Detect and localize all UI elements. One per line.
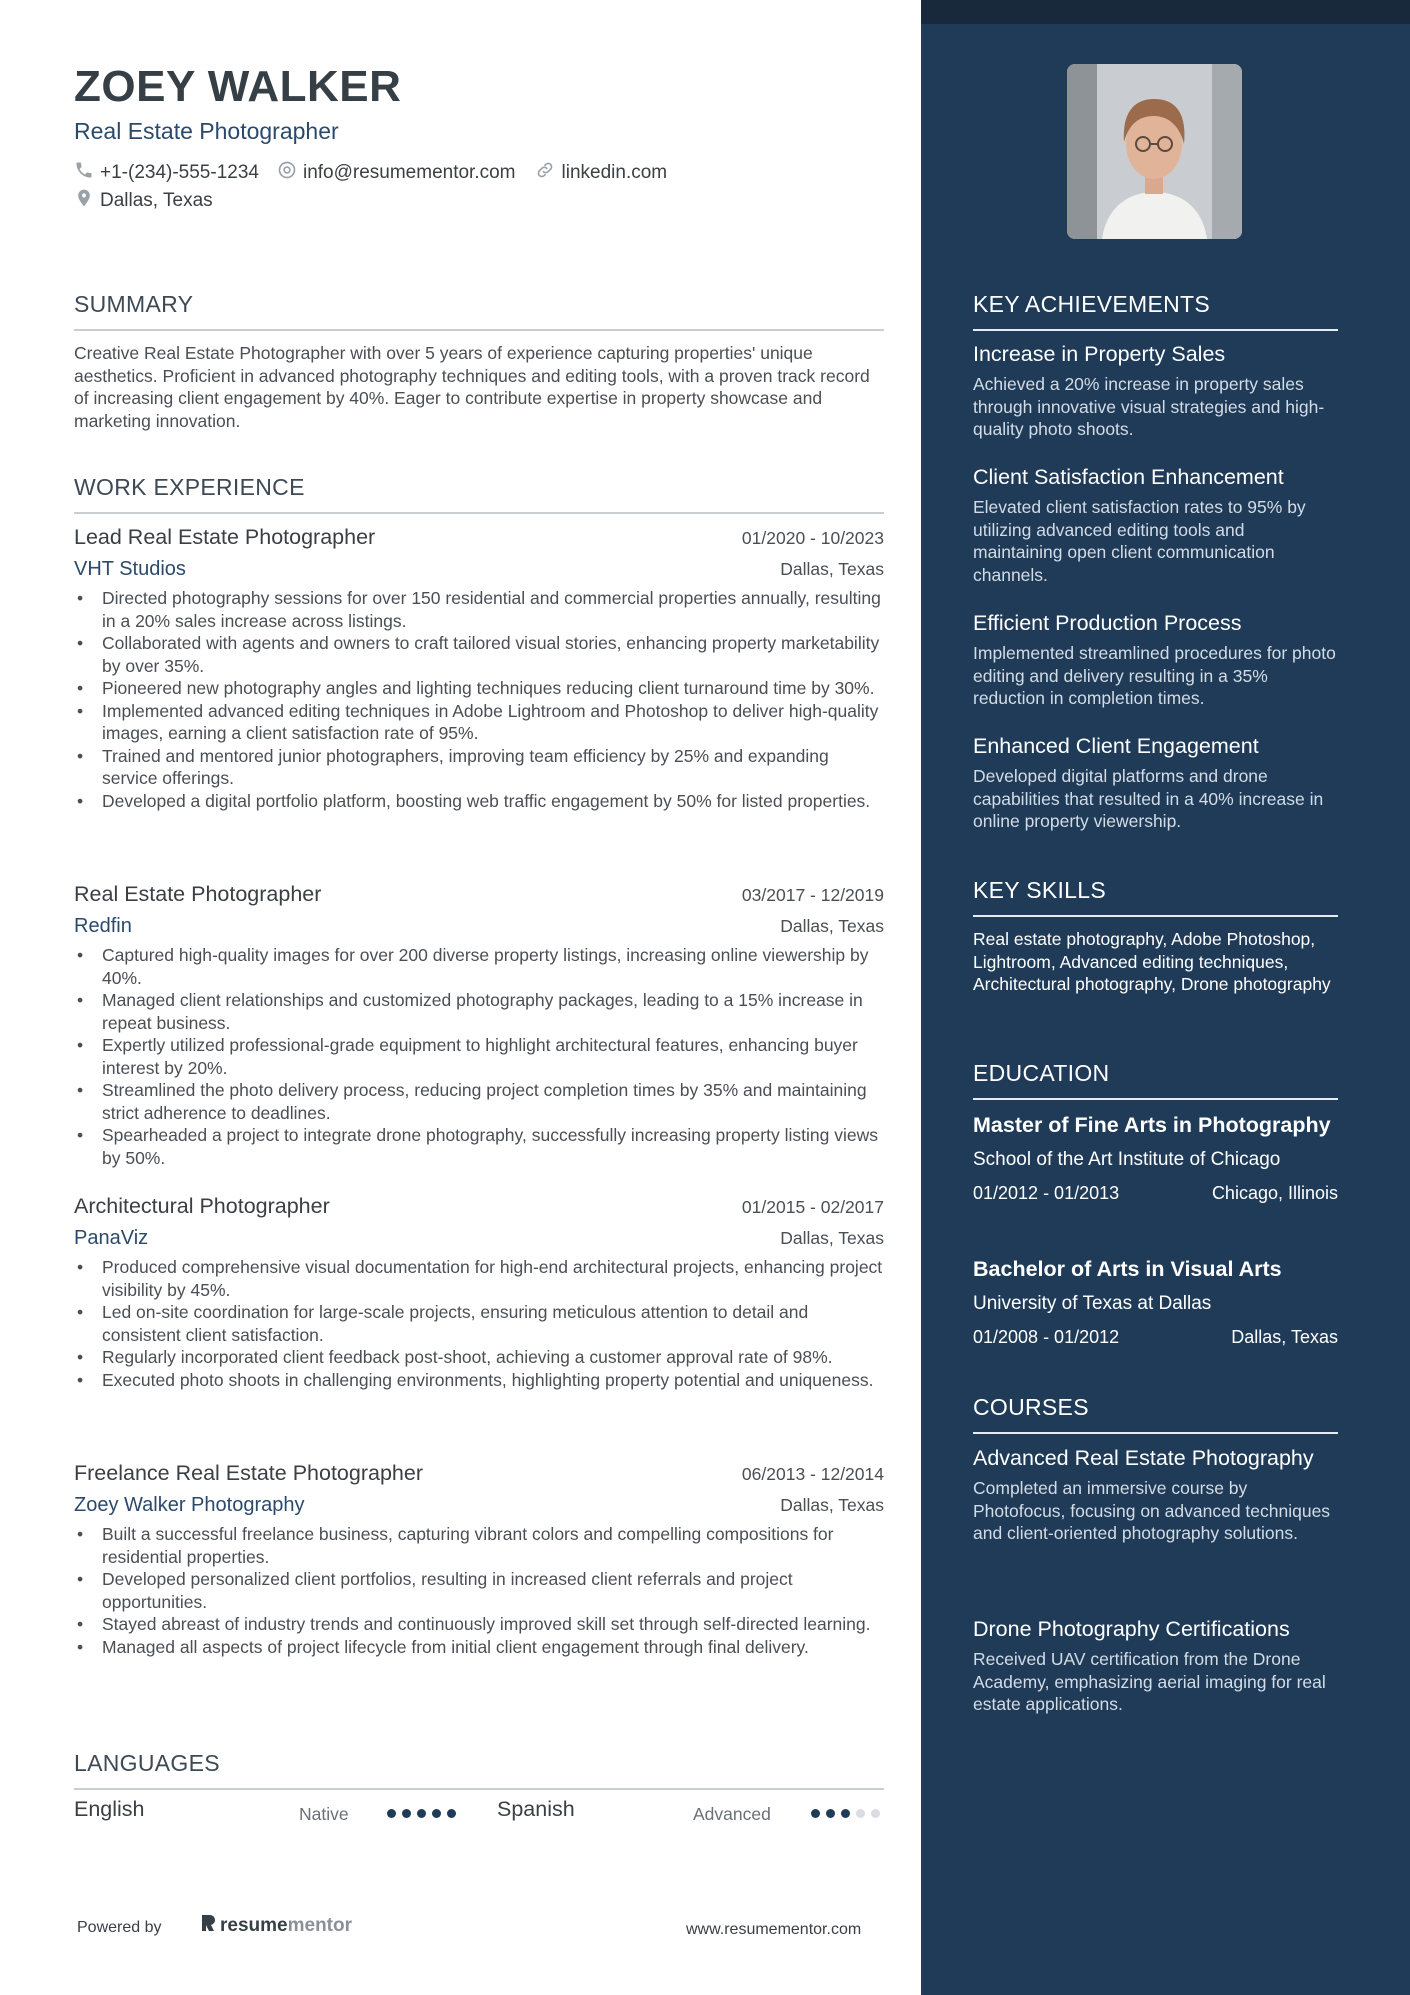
language-rating bbox=[811, 1809, 886, 1818]
achievement-text: Implemented streamlined procedures for photo editing and delivery resulting in a 35% reduction in completion times. bbox=[973, 643, 1336, 708]
language-rating bbox=[387, 1809, 462, 1818]
rating-dot-filled bbox=[387, 1809, 396, 1818]
education-dates: 01/2012 - 01/2013 bbox=[973, 1183, 1120, 1203]
education-item bbox=[973, 1255, 1338, 1348]
course-item bbox=[973, 1615, 1338, 1716]
location-contact bbox=[74, 188, 213, 214]
job-company: PanaViz bbox=[74, 1227, 149, 1249]
job-bullet: • Led on-site coordination for large-scale projects, ensuring meticulous attention to detail and consistent client satisfaction. bbox=[74, 1301, 884, 1346]
powered-by-label: Powered by bbox=[77, 1919, 162, 1936]
job-bullet: • Stayed abreast of industry trends and continuously improved skill set through self-directed learning. bbox=[74, 1613, 884, 1636]
experience-divider bbox=[74, 512, 884, 514]
job-bullet: • Produced comprehensive visual documentation for high-end architectural projects, enhancing project visibility by 45%. bbox=[74, 1256, 884, 1301]
job-bullet: • Developed a digital portfolio platform, boosting web traffic engagement by 50% for listed properties. bbox=[74, 790, 884, 813]
profile-photo bbox=[1067, 64, 1242, 239]
job-bullet: • Spearheaded a project to integrate drone photography, successfully increasing property listing views by 50%. bbox=[74, 1124, 884, 1169]
language-level: Native bbox=[299, 1804, 349, 1824]
location-pin-icon bbox=[74, 188, 100, 214]
job-dates: 06/2013 - 12/2014 bbox=[741, 1464, 884, 1484]
location-row bbox=[74, 188, 231, 214]
job-dates: 03/2017 - 12/2019 bbox=[741, 885, 884, 905]
phone-icon bbox=[74, 160, 100, 186]
education-item bbox=[973, 1111, 1338, 1204]
courses-heading: COURSES bbox=[973, 1394, 1089, 1420]
job-entry bbox=[74, 1194, 884, 1391]
course-text: Received UAV certification from the Drone Academy, emphasizing aerial imaging for real estate applications. bbox=[973, 1649, 1326, 1714]
job-bullets bbox=[74, 587, 884, 812]
language-item bbox=[497, 1797, 575, 1822]
job-dates: 01/2020 - 10/2023 bbox=[741, 528, 884, 548]
job-location: Dallas, Texas bbox=[780, 559, 884, 579]
summary-heading: SUMMARY bbox=[74, 291, 194, 317]
education-dates: 01/2008 - 01/2012 bbox=[973, 1327, 1120, 1347]
language-name: English bbox=[74, 1797, 145, 1821]
achievement-item bbox=[973, 732, 1338, 833]
job-bullet: • Pioneered new photography angles and lighting techniques reducing client turnaround time by 30%. bbox=[74, 677, 884, 700]
achievement-title: Increase in Property Sales bbox=[973, 342, 1226, 366]
logo-text-resume: resume bbox=[220, 1915, 288, 1936]
job-bullet: • Managed all aspects of project lifecycle from initial client engagement through final delivery. bbox=[74, 1636, 884, 1659]
education-school: School of the Art Institute of Chicago bbox=[973, 1149, 1281, 1170]
courses-divider bbox=[973, 1432, 1338, 1434]
skills-text: Real estate photography, Adobe Photoshop, Lightroom, Advanced editing techniques, Architectural photography, Drone photography bbox=[973, 929, 1331, 994]
linkedin-text: linkedin.com bbox=[561, 162, 668, 183]
rating-dot-empty bbox=[856, 1809, 865, 1818]
achievement-text: Achieved a 20% increase in property sales through innovative visual strategies and high-quality photo shoots. bbox=[973, 374, 1325, 439]
achievement-item bbox=[973, 463, 1338, 586]
education-degree: Master of Fine Arts in Photography bbox=[973, 1113, 1331, 1137]
job-bullet: • Developed personalized client portfolios, resulting in increased client referrals and project opportunities. bbox=[74, 1568, 884, 1613]
job-bullet: • Directed photography sessions for over 150 residential and commercial properties annually, resulting in a 20% sales increase across listings. bbox=[74, 587, 884, 632]
job-bullet: • Captured high-quality images for over 200 diverse property listings, increasing online viewership by 40%. bbox=[74, 944, 884, 989]
summary-divider bbox=[74, 329, 884, 331]
email-text: info@resumementor.com bbox=[302, 162, 516, 183]
logo-mark-icon bbox=[200, 1913, 216, 1939]
link-icon bbox=[534, 160, 562, 186]
job-bullet: • Trained and mentored junior photographers, improving team efficiency by 25% and expanding service offerings. bbox=[74, 745, 884, 790]
job-bullets bbox=[74, 1256, 884, 1391]
rating-dot-filled bbox=[402, 1809, 411, 1818]
achievement-text: Developed digital platforms and drone capabilities that resulted in a 40% increase in online property viewership. bbox=[973, 766, 1324, 831]
achievement-text: Elevated client satisfaction rates to 95% by utilizing advanced editing tools and maintaining open client communication channels. bbox=[973, 497, 1306, 585]
job-bullet: • Managed client relationships and customized photography packages, leading to a 15% increase in repeat business. bbox=[74, 989, 884, 1034]
job-bullet: • Expertly utilized professional-grade equipment to highlight architectural features, enhancing buyer interest by 20%. bbox=[74, 1034, 884, 1079]
job-bullet: • Executed photo shoots in challenging environments, highlighting property potential and uniqueness. bbox=[74, 1369, 884, 1392]
job-entry bbox=[74, 525, 884, 812]
skills-divider bbox=[973, 915, 1338, 917]
achievement-title: Efficient Production Process bbox=[973, 611, 1242, 635]
achievements-divider bbox=[973, 329, 1338, 331]
location-text: Dallas, Texas bbox=[100, 190, 213, 211]
at-icon bbox=[277, 160, 303, 186]
course-item bbox=[973, 1444, 1338, 1545]
phone-text: +1-(234)-555-1234 bbox=[100, 162, 259, 183]
job-bullet: • Collaborated with agents and owners to craft tailored visual stories, enhancing property marketability by over 35%. bbox=[74, 632, 884, 677]
achievements-heading: KEY ACHIEVEMENTS bbox=[973, 291, 1211, 317]
resumementor-logo[interactable] bbox=[200, 1913, 352, 1939]
language-level: Advanced bbox=[693, 1804, 771, 1824]
rating-dot-filled bbox=[811, 1809, 820, 1818]
job-company: Zoey Walker Photography bbox=[74, 1494, 305, 1516]
job-bullet: • Regularly incorporated client feedback post-shoot, achieving a customer approval rate of 98%. bbox=[74, 1346, 884, 1369]
contact-row bbox=[74, 160, 685, 186]
candidate-name: ZOEY WALKER bbox=[74, 62, 402, 111]
course-text: Completed an immersive course by Photofocus, focusing on advanced techniques and client-oriented photography solutions. bbox=[973, 1478, 1331, 1543]
course-title: Drone Photography Certifications bbox=[973, 1617, 1290, 1641]
achievement-title: Enhanced Client Engagement bbox=[973, 734, 1259, 758]
job-title: Real Estate Photographer bbox=[74, 882, 322, 906]
job-company: Redfin bbox=[74, 915, 132, 937]
candidate-role: Real Estate Photographer bbox=[74, 118, 339, 144]
achievement-item bbox=[973, 609, 1338, 710]
sidebar-top-band bbox=[921, 0, 1410, 24]
rating-dot-filled bbox=[826, 1809, 835, 1818]
language-item bbox=[74, 1797, 145, 1822]
education-heading: EDUCATION bbox=[973, 1060, 1110, 1086]
job-bullet: • Implemented advanced editing techniques in Adobe Lightroom and Photoshop to deliver high-quality images, earning a client satisfaction rate of 95%. bbox=[74, 700, 884, 745]
education-degree: Bachelor of Arts in Visual Arts bbox=[973, 1257, 1282, 1281]
footer-website-link[interactable]: www.resumementor.com bbox=[686, 1921, 862, 1938]
logo-text-mentor: mentor bbox=[287, 1915, 353, 1936]
job-location: Dallas, Texas bbox=[780, 1228, 884, 1248]
job-title: Lead Real Estate Photographer bbox=[74, 525, 376, 549]
summary-text: Creative Real Estate Photographer with over 5 years of experience capturing properties' unique aesthetics. Proficient in advanced photography techniques and editing tools, with a proven track record of increasing client engagement by 40%. Eager to contribute expertise in property showcase and marketing innovation. bbox=[74, 343, 870, 431]
languages-heading: LANGUAGES bbox=[74, 1750, 220, 1776]
job-title: Architectural Photographer bbox=[74, 1194, 330, 1218]
rating-dot-filled bbox=[841, 1809, 850, 1818]
education-divider bbox=[973, 1098, 1338, 1100]
job-dates: 01/2015 - 02/2017 bbox=[741, 1197, 884, 1217]
education-school: University of Texas at Dallas bbox=[973, 1293, 1212, 1314]
sidebar bbox=[921, 0, 1410, 1995]
email-contact[interactable] bbox=[277, 160, 516, 186]
achievement-title: Client Satisfaction Enhancement bbox=[973, 465, 1284, 489]
skills-heading: KEY SKILLS bbox=[973, 877, 1106, 903]
job-bullets bbox=[74, 1523, 884, 1658]
job-bullets bbox=[74, 944, 884, 1169]
education-location: Dallas, Texas bbox=[1231, 1327, 1338, 1347]
rating-dot-filled bbox=[447, 1809, 456, 1818]
language-name: Spanish bbox=[497, 1797, 575, 1821]
experience-heading: WORK EXPERIENCE bbox=[74, 474, 305, 500]
linkedin-contact[interactable] bbox=[534, 160, 668, 186]
course-title: Advanced Real Estate Photography bbox=[973, 1446, 1314, 1470]
rating-dot-empty bbox=[871, 1809, 880, 1818]
job-entry bbox=[74, 1461, 884, 1658]
education-location: Chicago, Illinois bbox=[1211, 1183, 1338, 1203]
languages-divider bbox=[74, 1788, 884, 1790]
job-location: Dallas, Texas bbox=[780, 916, 884, 936]
rating-dot-filled bbox=[417, 1809, 426, 1818]
job-location: Dallas, Texas bbox=[780, 1495, 884, 1515]
achievement-item bbox=[973, 340, 1338, 441]
job-bullet: • Streamlined the photo delivery process, reducing project completion times by 35% and maintaining strict adherence to deadlines. bbox=[74, 1079, 884, 1124]
job-bullet: • Built a successful freelance business, capturing vibrant colors and compelling compositions for residential properties. bbox=[74, 1523, 884, 1568]
phone-contact[interactable] bbox=[74, 160, 259, 186]
job-entry bbox=[74, 882, 884, 1169]
rating-dot-filled bbox=[432, 1809, 441, 1818]
job-title: Freelance Real Estate Photographer bbox=[74, 1461, 423, 1485]
job-company: VHT Studios bbox=[74, 558, 186, 580]
